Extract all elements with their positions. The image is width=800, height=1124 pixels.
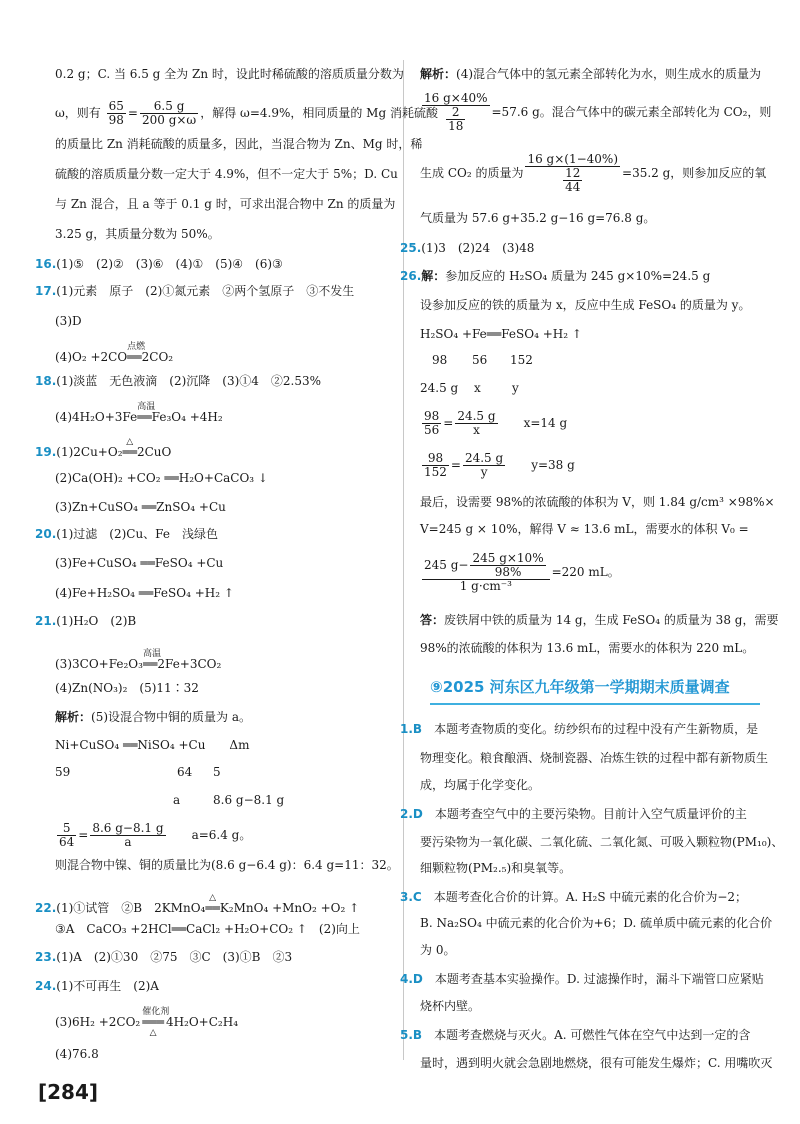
question-number: 22.	[35, 901, 57, 915]
products: K₂MnO₄ +MnO₂ +O₂ ↑	[219, 901, 360, 915]
text-line: 气质量为 57.6 g+35.2 g−16 g=76.8 g。	[420, 211, 656, 225]
question-number: 26.	[400, 269, 422, 283]
text-line: ③A CaCO₃ +2HCl══CaCl₂ +H₂O+CO₂ ↑ (2)向上	[55, 922, 360, 936]
answer: (1)A (2)①30 ②75 ③C (3)①B ②3	[56, 950, 293, 964]
equation	[420, 552, 620, 593]
equation	[55, 341, 173, 365]
products: 2CuO	[136, 445, 172, 459]
text-span: 废铁屑中铁的质量为 14 g，生成 FeSO₄ 的质量为 38 g，需要	[444, 613, 779, 627]
numerator: 16 g×40%	[424, 91, 488, 105]
question-number: 19.	[35, 445, 57, 459]
answer-key: D	[412, 972, 423, 986]
question-18	[35, 373, 321, 389]
text-span: x=14 g	[523, 416, 568, 430]
question-number: 2.	[400, 807, 413, 821]
numerator: 12	[565, 166, 581, 180]
question-2	[400, 806, 747, 822]
text-line: 细颗粒物(PM₂.₅)和臭氧等。	[420, 861, 572, 875]
value: 8.6 g−8.1 g	[213, 793, 285, 807]
question-number: 20.	[35, 527, 57, 541]
value: a	[173, 793, 181, 807]
text-line: 烧杯内壁。	[420, 999, 481, 1013]
text-span: =57.6 g。混合气体中的碳元素全部转化为 CO₂，则	[491, 105, 772, 119]
equation: Ni+CuSO₄ ══NiSO₄ +Cu Δm	[55, 738, 250, 752]
answer: (1)元素 原子 (2)①氮元素 ②两个氢原子 ③不发生	[56, 284, 355, 298]
text-line	[173, 792, 180, 808]
text-line: 的质量比 Zn 消耗硫酸的质量多，因此，当混合物为 Zn、Mg 时，稀	[55, 137, 423, 151]
equation: $\frac{98}{56}$ = $\frac{24.5 g}{x}$ x=14 g	[424, 409, 568, 437]
text-span: ω，则有	[55, 106, 101, 120]
question-17	[35, 283, 354, 299]
fraction	[422, 92, 490, 133]
value: 56	[472, 353, 488, 367]
answer: (1)⑤ (2)② (3)⑥ (4)① (5)④ (6)③	[56, 257, 283, 271]
text-line: (3)D	[55, 314, 82, 328]
answer: (1)过滤 (2)Cu、Fe 浅绿色	[56, 527, 218, 541]
answer-key: D	[412, 807, 423, 821]
denominator: 98%	[494, 565, 522, 579]
reactants: (4)4H₂O+3Fe	[55, 410, 138, 424]
value: 24.5 g	[420, 381, 459, 395]
text-line: ω，则有 $\frac{65}{98}$ = $\frac{6.5 g}{200 g\times\omega}$ ，解得 ω=4.9%，相同质量的 Mg 消耗硫酸	[55, 99, 438, 127]
text-line: 要污染物为一氧化碳、二氧化硫、二氧化氮、可吸入颗粒物(PM₁₀)、	[420, 835, 784, 849]
fraction	[463, 452, 505, 479]
fraction	[57, 822, 76, 849]
denominator: 200 g×ω	[141, 113, 197, 127]
text-line: 为 0。	[420, 943, 456, 957]
numerator	[422, 552, 550, 580]
equation: (4)Fe+H₂SO₄ ══FeSO₄ +H₂ ↑	[55, 586, 234, 600]
text-line: 98%的浓硫酸的体积为 13.6 mL，需要水的体积为 220 mL。	[420, 641, 755, 655]
text-line: V=245 g × 10%，解得 V ≈ 13.6 mL，需要水的体积 V₀ =	[420, 522, 749, 536]
reaction-arrow: 高温 ══	[137, 401, 151, 425]
value: x	[474, 381, 481, 395]
numerator: 24.5 g	[464, 451, 504, 465]
equation	[420, 153, 766, 194]
equation: (3)Fe+CuSO₄ ══FeSO₄ +Cu	[55, 556, 224, 570]
answer: (1)①试管 ②B 2KMnO₄	[56, 901, 206, 915]
text-line: 量时，遇到明火就会急剧地燃烧，很有可能发生爆炸；C. 用嘴吹灭	[420, 1056, 773, 1070]
denominator	[525, 167, 620, 194]
text-line	[177, 764, 192, 780]
equation	[55, 401, 223, 425]
page-number: [284]	[38, 1080, 99, 1104]
fraction	[563, 167, 582, 194]
question-number: 18.	[35, 374, 57, 388]
condition: △	[126, 437, 134, 447]
answer-key: B	[412, 722, 423, 736]
analysis-label: 解析：	[55, 710, 92, 724]
question-23	[35, 949, 292, 965]
question-number: 5.	[400, 1028, 413, 1042]
equation	[420, 92, 771, 133]
text-span: 245 g−	[424, 558, 469, 572]
reaction-arrow: △ ══	[123, 436, 137, 460]
products: Fe₃O₄ +4H₂	[151, 410, 223, 424]
text-line: 3.25 g，其质量分数为 50%。	[55, 227, 220, 241]
answer: (1)不可再生 (2)A	[56, 979, 159, 993]
question-24	[35, 978, 159, 994]
text-line: 最后，设需要 98%的浓硫酸的体积为 V，则 1.84 g/cm³ ×98%×	[420, 495, 775, 509]
question-number: 21.	[35, 614, 57, 628]
products: 2Fe+3CO₂	[157, 657, 222, 671]
denominator: 98	[108, 113, 124, 127]
text-span: ，解得 ω=4.9%，相同质量的 Mg 消耗硫酸	[200, 106, 438, 120]
denominator: a	[124, 835, 132, 849]
text-line	[55, 709, 251, 725]
equation: $\frac{5}{64}$ = $\frac{8.6 g-8.1 g}{a}$ a=6.4 g。	[59, 821, 252, 849]
equation: (2)Ca(OH)₂ +CO₂ ══H₂O+CaCO₃ ↓	[55, 471, 268, 485]
solution-label: 解：	[421, 269, 446, 283]
fraction	[107, 100, 126, 127]
text-span: =220 mL。	[551, 565, 620, 579]
text-span: (5)设混合物中铜的质量为 a。	[91, 710, 251, 724]
numerator: 24.5 g	[457, 409, 496, 423]
numerator: 5	[57, 822, 76, 836]
question-5	[400, 1027, 750, 1043]
denominator: 56	[424, 423, 440, 437]
answer: (1)3 (2)24 (3)48	[421, 241, 535, 255]
fraction	[422, 410, 441, 437]
explanation: 本题考查基本实验操作。D. 过滤操作时，漏斗下端管口应紧贴	[434, 972, 764, 986]
text-span: 生成 CO₂ 的质量为	[420, 166, 524, 180]
text-line: (4)Zn(NO₃)₂ (5)11∶32	[55, 681, 199, 695]
denominator: x	[473, 423, 480, 437]
numerator: 2	[446, 106, 465, 120]
question-number: 4.	[400, 972, 413, 986]
equation: (3)Zn+CuSO₄ ══ZnSO₄ +Cu	[55, 500, 226, 514]
denominator: 152	[424, 465, 447, 479]
equation: H₂SO₄ +Fe══FeSO₄ +H₂ ↑	[420, 327, 582, 341]
numerator: 65	[108, 99, 124, 113]
value: y	[512, 381, 519, 395]
denominator: y	[480, 465, 488, 479]
fraction	[446, 106, 465, 133]
numerator: 6.5 g	[140, 100, 198, 114]
text-line: 0.2 g；C. 当 6.5 g 全为 Zn 时，设此时稀硫酸的溶质质量分数为	[55, 67, 404, 81]
condition-bottom: △	[149, 1028, 157, 1038]
question-number: 24.	[35, 979, 57, 993]
denominator: 44	[565, 180, 581, 194]
text-line	[55, 764, 70, 780]
answer: (1)淡蓝 无色液滴 (2)沉降 (3)①4 ②2.53%	[56, 374, 322, 388]
fraction	[90, 822, 165, 849]
explanation: 本题考查燃烧与灭火。A. 可燃性气体在空气中达到一定的含	[434, 1028, 751, 1042]
column-divider	[403, 60, 404, 1060]
fraction	[470, 552, 545, 579]
condition: 点燃	[127, 342, 146, 352]
text-line: B. Na₂SO₄ 中硫元素的化合价为+6；D. 硫单质中硫元素的化合价	[420, 916, 773, 930]
text-line	[420, 612, 778, 628]
value: 152	[510, 353, 533, 367]
explanation: 本题考查物质的变化。纺纱织布的过程中没有产生新物质，是	[434, 722, 759, 736]
numerator: 8.6 g−8.1 g	[92, 821, 164, 835]
question-21	[35, 613, 136, 629]
equation: $\frac{98}{152}$ = $\frac{24.5 g}{y}$ y=38 g	[424, 451, 575, 479]
reaction-arrow: 催化剂 ═══ △	[142, 1014, 164, 1030]
text-line	[420, 66, 761, 82]
equation	[55, 1007, 239, 1038]
question-number: 23.	[35, 950, 57, 964]
value: 59	[55, 765, 71, 779]
numerator: 16 g×(1−40%)	[527, 152, 619, 166]
question-19	[35, 436, 171, 460]
reactants: (4)O₂ +2CO	[55, 350, 128, 364]
condition: 高温	[142, 649, 161, 659]
fraction	[455, 410, 497, 437]
question-number: 1.	[400, 722, 413, 736]
question-number: 17.	[35, 284, 57, 298]
text-line	[213, 764, 221, 780]
text-line: 成，均属于化学变化。	[420, 778, 541, 792]
question-22	[35, 892, 359, 916]
text-line: 物理变化。粮食酿酒、烧制瓷器、冶炼生铁的过程中都有新物质生	[420, 751, 769, 765]
answer-key: C	[412, 890, 422, 904]
fraction	[422, 552, 550, 593]
text-span: y=38 g	[531, 458, 575, 472]
question-26	[400, 268, 710, 284]
equation	[55, 648, 221, 672]
question-3	[400, 889, 747, 905]
reaction-arrow: 高温 ══	[143, 648, 157, 672]
explanation: 本题考查化合价的计算。A. H₂S 中硫元素的化合价为−2；	[433, 890, 748, 904]
reaction-arrow: 点燃 ══	[127, 341, 141, 365]
text-line: 则混合物中镍、铜的质量比为(8.6 g−6.4 g)：6.4 g=11：32。	[55, 858, 399, 872]
question-number: 16.	[35, 257, 57, 271]
reactants: (3)3CO+Fe₂O₃	[55, 657, 143, 671]
question-1	[400, 721, 758, 737]
question-4	[400, 971, 764, 987]
page-number-value: 284	[47, 1080, 89, 1104]
answer: 参加反应的 H₂SO₄ 质量为 245 g×10%=24.5 g	[445, 269, 711, 283]
text-line: 与 Zn 混合，且 a 等于 0.1 g 时，可求出混合物中 Zn 的质量为	[55, 197, 396, 211]
value: 64	[177, 765, 193, 779]
value: 98	[432, 353, 448, 367]
products: 4H₂O+C₂H₄	[165, 1015, 239, 1029]
section-title: ⑨2025 河东区九年级第一学期期末质量调查	[430, 673, 760, 705]
denominator: 18	[448, 119, 464, 133]
question-number: 3.	[400, 890, 413, 904]
text-span: (4)混合气体中的氢元素全部转化为水，则生成水的质量为	[456, 67, 762, 81]
denominator	[422, 106, 490, 133]
text-line: 设参加反应的铁的质量为 x，反应中生成 FeSO₄ 的质量为 y。	[420, 298, 751, 312]
text-span: =35.2 g，则参加反应的氧	[622, 166, 767, 180]
text-line: (4)76.8	[55, 1047, 99, 1061]
numerator: 98	[422, 452, 449, 466]
value: 5	[213, 765, 221, 779]
products: 2CO₂	[141, 350, 174, 364]
numerator: 98	[424, 409, 440, 423]
fraction	[525, 153, 620, 194]
question-16	[35, 256, 283, 272]
explanation: 本题考查空气中的主要污染物。目前计入空气质量评价的主	[434, 807, 747, 821]
text-line: 硫酸的溶质质量分数一定大于 4.9%，但不一定大于 5%；D. Cu	[55, 167, 398, 181]
text-span: a=6.4 g。	[191, 828, 252, 842]
numerator: 245 g×10%	[472, 551, 544, 565]
question-25	[400, 240, 534, 256]
fraction	[422, 452, 449, 479]
text-line	[213, 792, 284, 808]
answer-label: 答：	[420, 613, 445, 627]
fraction	[140, 100, 198, 127]
reaction-arrow: △ ══	[205, 892, 219, 916]
question-number: 25.	[400, 241, 422, 255]
denominator: 1 g·cm⁻³	[459, 579, 512, 593]
reactants: (1)2Cu+O₂	[56, 445, 123, 459]
answer: (1)H₂O (2)B	[56, 614, 137, 628]
answer-key: B	[412, 1028, 423, 1042]
condition: 高温	[137, 402, 156, 412]
question-20	[35, 526, 218, 542]
denominator: 64	[59, 835, 75, 849]
condition-top: 催化剂	[142, 1007, 170, 1017]
analysis-label: 解析：	[420, 67, 457, 81]
condition: △	[209, 893, 217, 903]
reactants: (3)6H₂ +2CO₂	[55, 1015, 141, 1029]
